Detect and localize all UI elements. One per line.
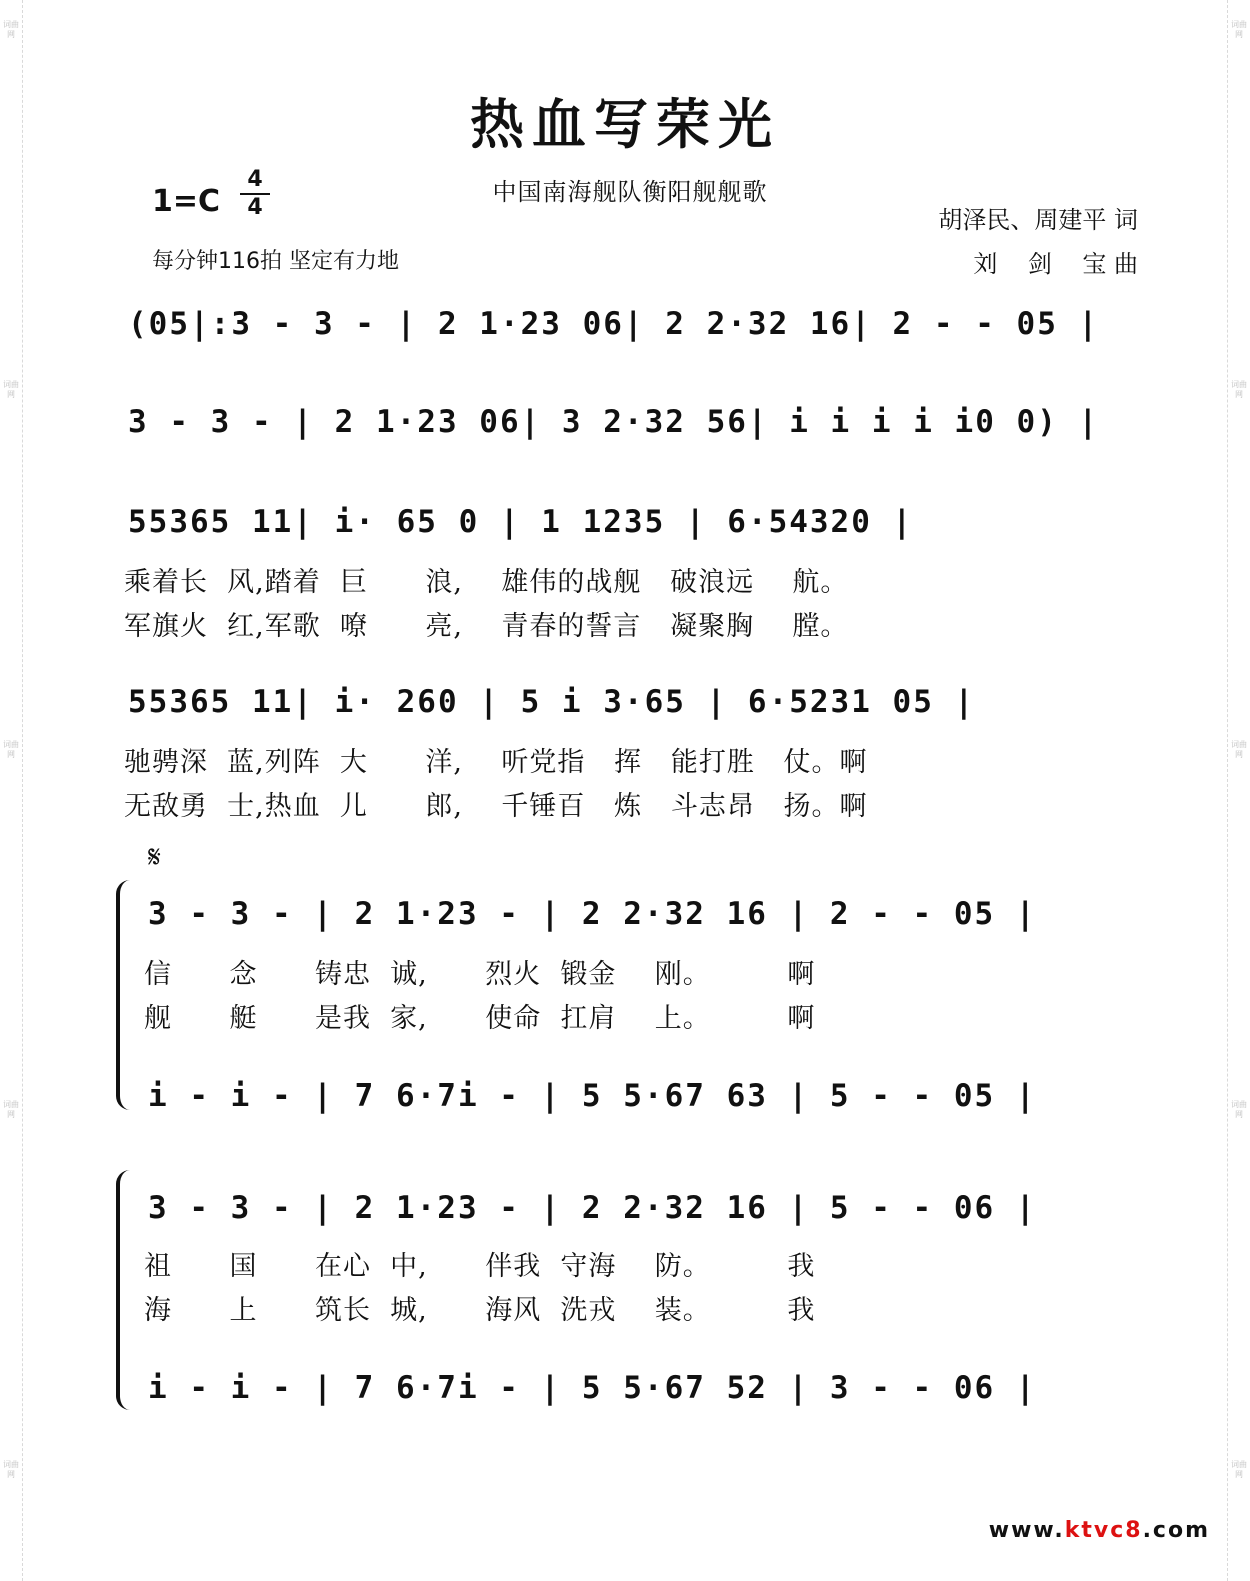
system-brace-2	[116, 1170, 134, 1410]
intro-line-2: 3 - 3 - | 2 1·23 06| 3 2·32 56| i i i i i0 0) |	[128, 404, 1100, 440]
chorus2-lower-notes: i - i - | 7 6·7i - | 5 5·67 52 | 3 - - 06 |	[148, 1370, 1037, 1406]
site-url-prefix: www.	[988, 1518, 1065, 1543]
lyricist-credit: 胡泽民、周建平 词	[938, 206, 1138, 234]
site-url[interactable]	[989, 1518, 1210, 1543]
system-brace-1	[116, 880, 134, 1110]
watermark-left-3: 词曲网	[3, 740, 19, 759]
left-margin-strip	[0, 0, 23, 1581]
chorus1-lyric-1: 信 念 铸忠 诚, 烈火 锻金 刚。 啊	[144, 959, 816, 990]
watermark-right-3: 词曲网	[1231, 740, 1247, 759]
site-url-suffix: .com	[1142, 1518, 1210, 1543]
watermark-right-1: 词曲网	[1231, 20, 1247, 39]
verse-b-notes: 55365 11| i· 260 | 5 i 3·65 | 6·5231 05 |	[128, 684, 976, 720]
tempo-marking: 每分钟116拍 坚定有力地	[152, 249, 399, 274]
chorus1-lyric-2: 舰 艇 是我 家, 使命 扛肩 上。 啊	[144, 1003, 816, 1034]
time-signature	[240, 168, 270, 220]
time-signature-bottom: 4	[247, 195, 263, 220]
chorus2-upper-notes: 3 - 3 - | 2 1·23 - | 2 2·32 16 | 5 - - 06 |	[148, 1190, 1037, 1226]
watermark-left-2: 词曲网	[3, 380, 19, 399]
verse-b-lyric-1: 驰骋深 蓝,列阵 大 洋, 听党指 挥 能打胜 仗。啊	[124, 747, 868, 778]
watermark-left-1: 词曲网	[3, 20, 19, 39]
watermark-left-5: 词曲网	[3, 1460, 19, 1479]
chorus2-lyric-2: 海 上 筑长 城, 海风 洗戎 装。 我	[144, 1295, 816, 1326]
watermark-right-5: 词曲网	[1231, 1460, 1247, 1479]
chorus2-lyric-1: 祖 国 在心 中, 伴我 守海 防。 我	[144, 1251, 816, 1282]
key-signature: 1=C	[152, 184, 221, 219]
song-subtitle: 中国南海舰队衡阳舰舰歌	[492, 178, 768, 206]
intro-line-1: (05|:3 - 3 - | 2 1·23 06| 2 2·32 16| 2 - - 05 |	[128, 306, 1100, 342]
verse-a-lyric-2: 军旗火 红,军歌 嘹 亮, 青春的誓言 凝聚胸 膛。	[124, 611, 849, 642]
watermark-right-4: 词曲网	[1231, 1100, 1247, 1119]
verse-a-notes: 55365 11| i· 65 0 | 1 1235 | 6·54320 |	[128, 504, 914, 540]
chorus1-upper-notes: 3 - 3 - | 2 1·23 - | 2 2·32 16 | 2 - - 05 |	[148, 896, 1037, 932]
watermark-left-4: 词曲网	[3, 1100, 19, 1119]
watermark-right-2: 词曲网	[1231, 380, 1247, 399]
song-title: 热血写荣光	[470, 92, 780, 156]
composer-credit: 刘 剑 宝 曲	[973, 250, 1138, 278]
segno-sign: 𝄋	[148, 840, 161, 875]
right-margin-strip	[1227, 0, 1250, 1581]
verse-a-lyric-1: 乘着长 风,踏着 巨 浪, 雄伟的战舰 破浪远 航。	[124, 567, 849, 598]
verse-b-lyric-2: 无敌勇 士,热血 儿 郎, 千锤百 炼 斗志昂 扬。啊	[124, 791, 868, 822]
time-signature-top: 4	[247, 167, 263, 192]
chorus1-lower-notes: i - i - | 7 6·7i - | 5 5·67 63 | 5 - - 05 |	[148, 1078, 1037, 1114]
site-url-brand: ktvc8	[1064, 1518, 1143, 1543]
